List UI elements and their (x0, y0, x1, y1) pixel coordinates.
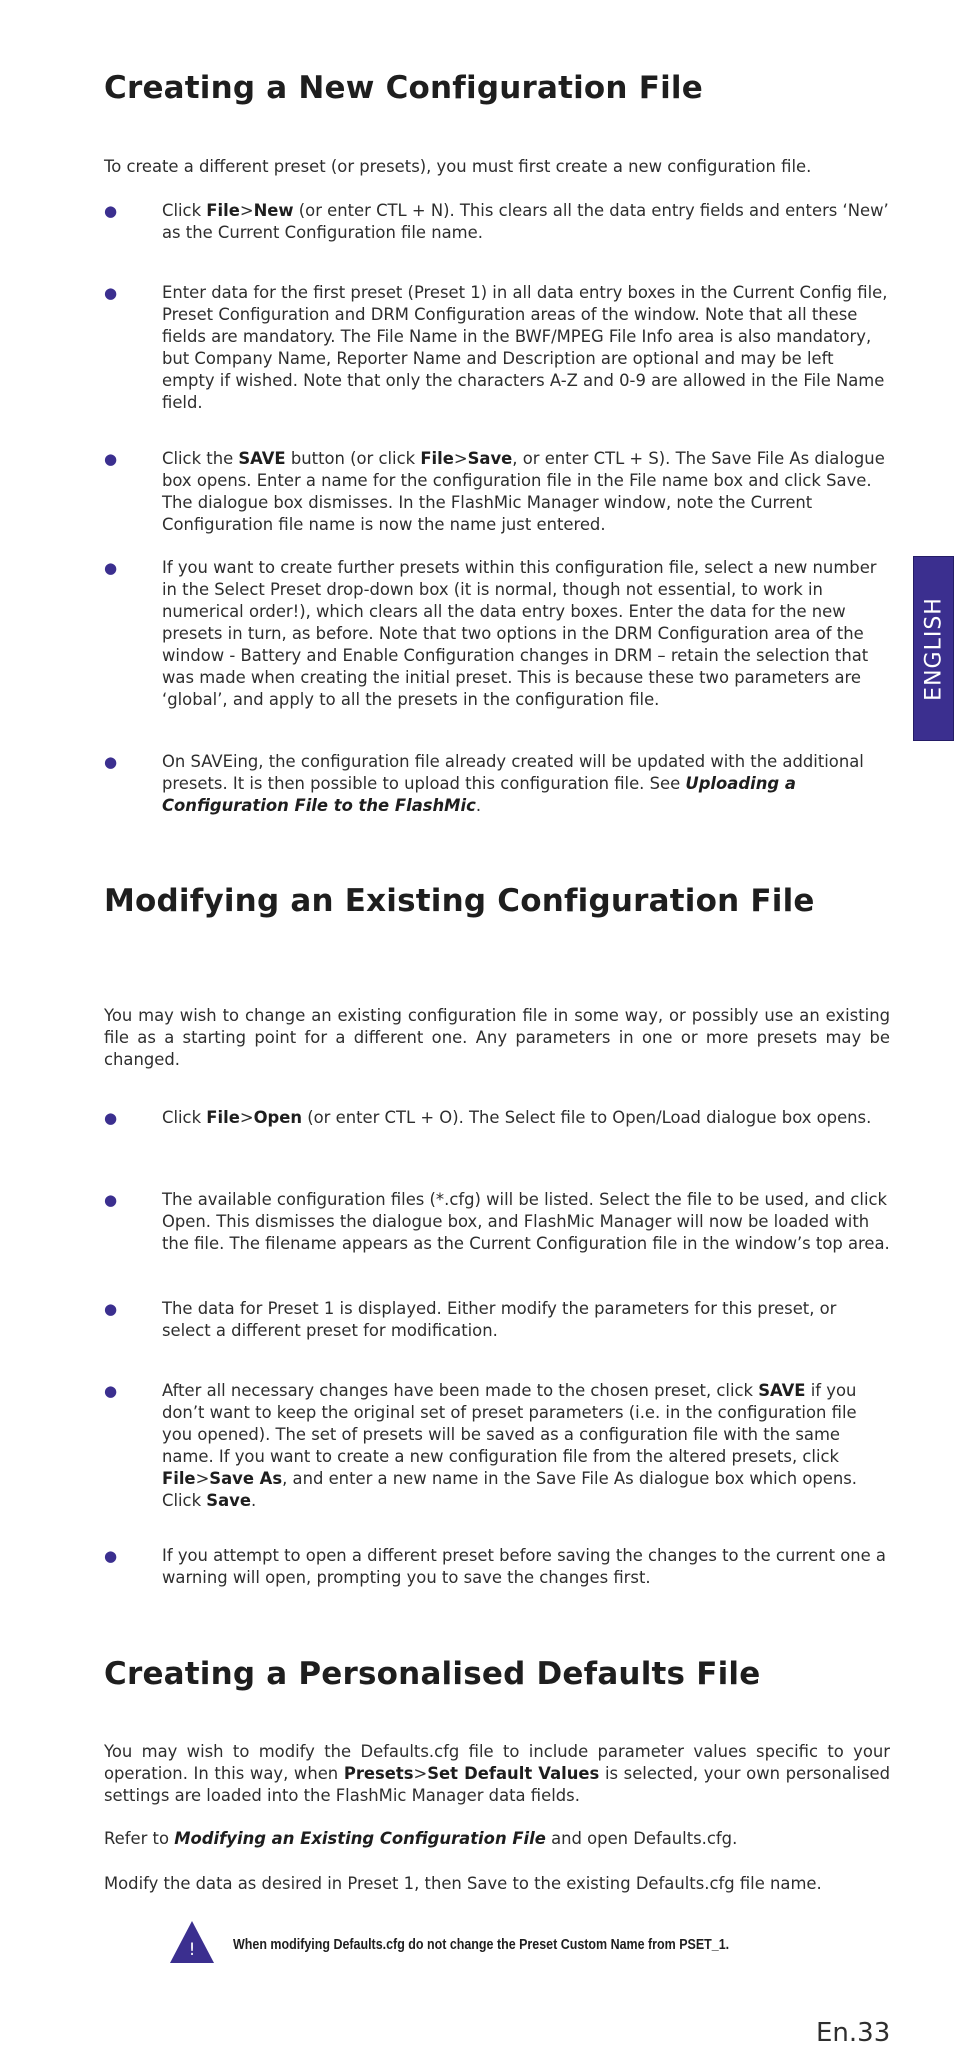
language-tab (913, 556, 954, 741)
bullet-icon: ● (104, 1109, 118, 1127)
bullet-icon: ● (104, 1191, 118, 1209)
bullet-icon: ● (104, 450, 118, 468)
language-tab-label: ENGLISH (921, 596, 946, 701)
cross-reference-upload: Uploading a Configuration File to the FlashMic (162, 774, 796, 815)
intro-new-config: To create a different preset (or presets), you must first create a new configuration file. (104, 157, 812, 176)
cross-reference-modify: Modifying an Existing Configuration File (174, 1829, 546, 1848)
bullet-icon: ● (104, 202, 118, 220)
svg-text:!: ! (188, 1940, 196, 1960)
bullet-icon: ● (104, 284, 118, 302)
page-number: En.33 (816, 2018, 891, 2048)
bullet-icon: ● (104, 559, 118, 577)
bullet-icon: ● (104, 1382, 118, 1400)
section-heading-modify-config: Modifying an Existing Configuration File (104, 883, 815, 919)
modify-paragraph: Modify the data as desired in Preset 1, then Save to the existing Defaults.cfg file name. (104, 1874, 822, 1893)
warning-triangle-icon (168, 1919, 216, 1965)
defaults-paragraph: You may wish to modify the Defaults.cfg file to include parameter values specific to your operation. In this way, when Presets>Set Default Values is selected, your own personalised settings are loaded into the FlashMic Manager data fields. (104, 1742, 890, 1805)
section-heading-defaults: Creating a Personalised Defaults File (104, 1656, 761, 1692)
bullet-icon: ● (104, 1300, 118, 1318)
refer-paragraph: Refer to Modifying an Existing Configuration File and open Defaults.cfg. (104, 1829, 738, 1848)
bullet-icon: ● (104, 1547, 118, 1565)
warning-text: When modifying Defaults.cfg do not change the Preset Custom Name from PSET_1. (233, 1937, 730, 1953)
intro-modify-config: You may wish to change an existing configuration file in some way, or possibly use an existing file as a starting point for a different one. Any parameters in one or more presets may be changed. (104, 1006, 890, 1069)
warning-note (168, 1919, 888, 1973)
bullet-icon: ● (104, 753, 118, 771)
section-heading-new-config: Creating a New Configuration File (104, 70, 703, 106)
